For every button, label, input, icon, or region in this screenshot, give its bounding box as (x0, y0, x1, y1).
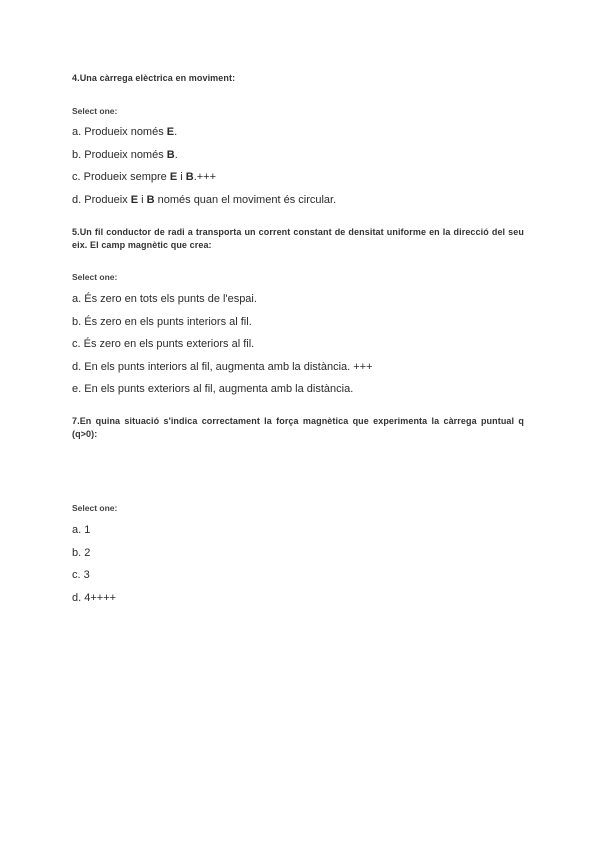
option-text: . (174, 149, 178, 161)
option-text: . (174, 126, 178, 138)
option-text: d. Produeix (72, 194, 131, 206)
question-text: 5.Un fil conductor de radi a transporta un corrent constant de densitat uniforme en la direcció del seu eix. El camp magnètic que crea: (72, 227, 524, 250)
vector-symbol: E (130, 194, 139, 206)
option-text: només quan el moviment és circular. (154, 194, 337, 206)
option-4a[interactable] (72, 125, 524, 139)
option-5b[interactable]: b. És zero en els punts interiors al fil. (72, 316, 252, 328)
option-text: c. Produeix sempre (72, 171, 170, 183)
option-text: i (138, 194, 147, 206)
select-one-label: Select one: (72, 503, 118, 513)
vector-symbol: E (169, 171, 178, 183)
option-4d[interactable] (72, 193, 524, 207)
option-text: .+++ (193, 171, 217, 183)
vector-symbol: B (185, 171, 194, 183)
option-text: b. Produeix només (72, 149, 167, 161)
select-one-label: Select one: (72, 272, 118, 282)
question-text: 4.Una càrrega elèctrica en moviment: (72, 73, 236, 83)
option-5e[interactable]: e. En els punts exteriors al fil, augmenta amb la distància. (72, 383, 354, 395)
option-7c[interactable]: c. 3 (72, 569, 90, 581)
vector-symbol: E (166, 126, 175, 138)
option-7d[interactable]: d. 4++++ (72, 592, 117, 604)
vector-symbol: B (146, 194, 155, 206)
option-5d[interactable]: d. En els punts interiors al fil, augmenta amb la distància. +++ (72, 361, 373, 373)
option-7a[interactable]: a. 1 (72, 524, 91, 536)
option-4c[interactable] (72, 170, 524, 184)
option-5c[interactable]: c. És zero en els punts exteriors al fil. (72, 338, 255, 350)
question-5 (72, 226, 524, 252)
question-text: 7.En quina situació s'indica correctament la força magnètica que experimenta la càrrega puntual q (q>0): (72, 416, 524, 439)
question-7 (72, 415, 524, 441)
option-5a[interactable]: a. És zero en tots els punts de l'espai. (72, 293, 257, 305)
select-one-label: Select one: (72, 106, 118, 116)
option-text: i (177, 171, 186, 183)
option-4b[interactable] (72, 148, 524, 162)
question-4 (72, 72, 524, 85)
option-7b[interactable]: b. 2 (72, 547, 91, 559)
option-text: a. Produeix només (72, 126, 167, 138)
vector-symbol: B (166, 149, 175, 161)
